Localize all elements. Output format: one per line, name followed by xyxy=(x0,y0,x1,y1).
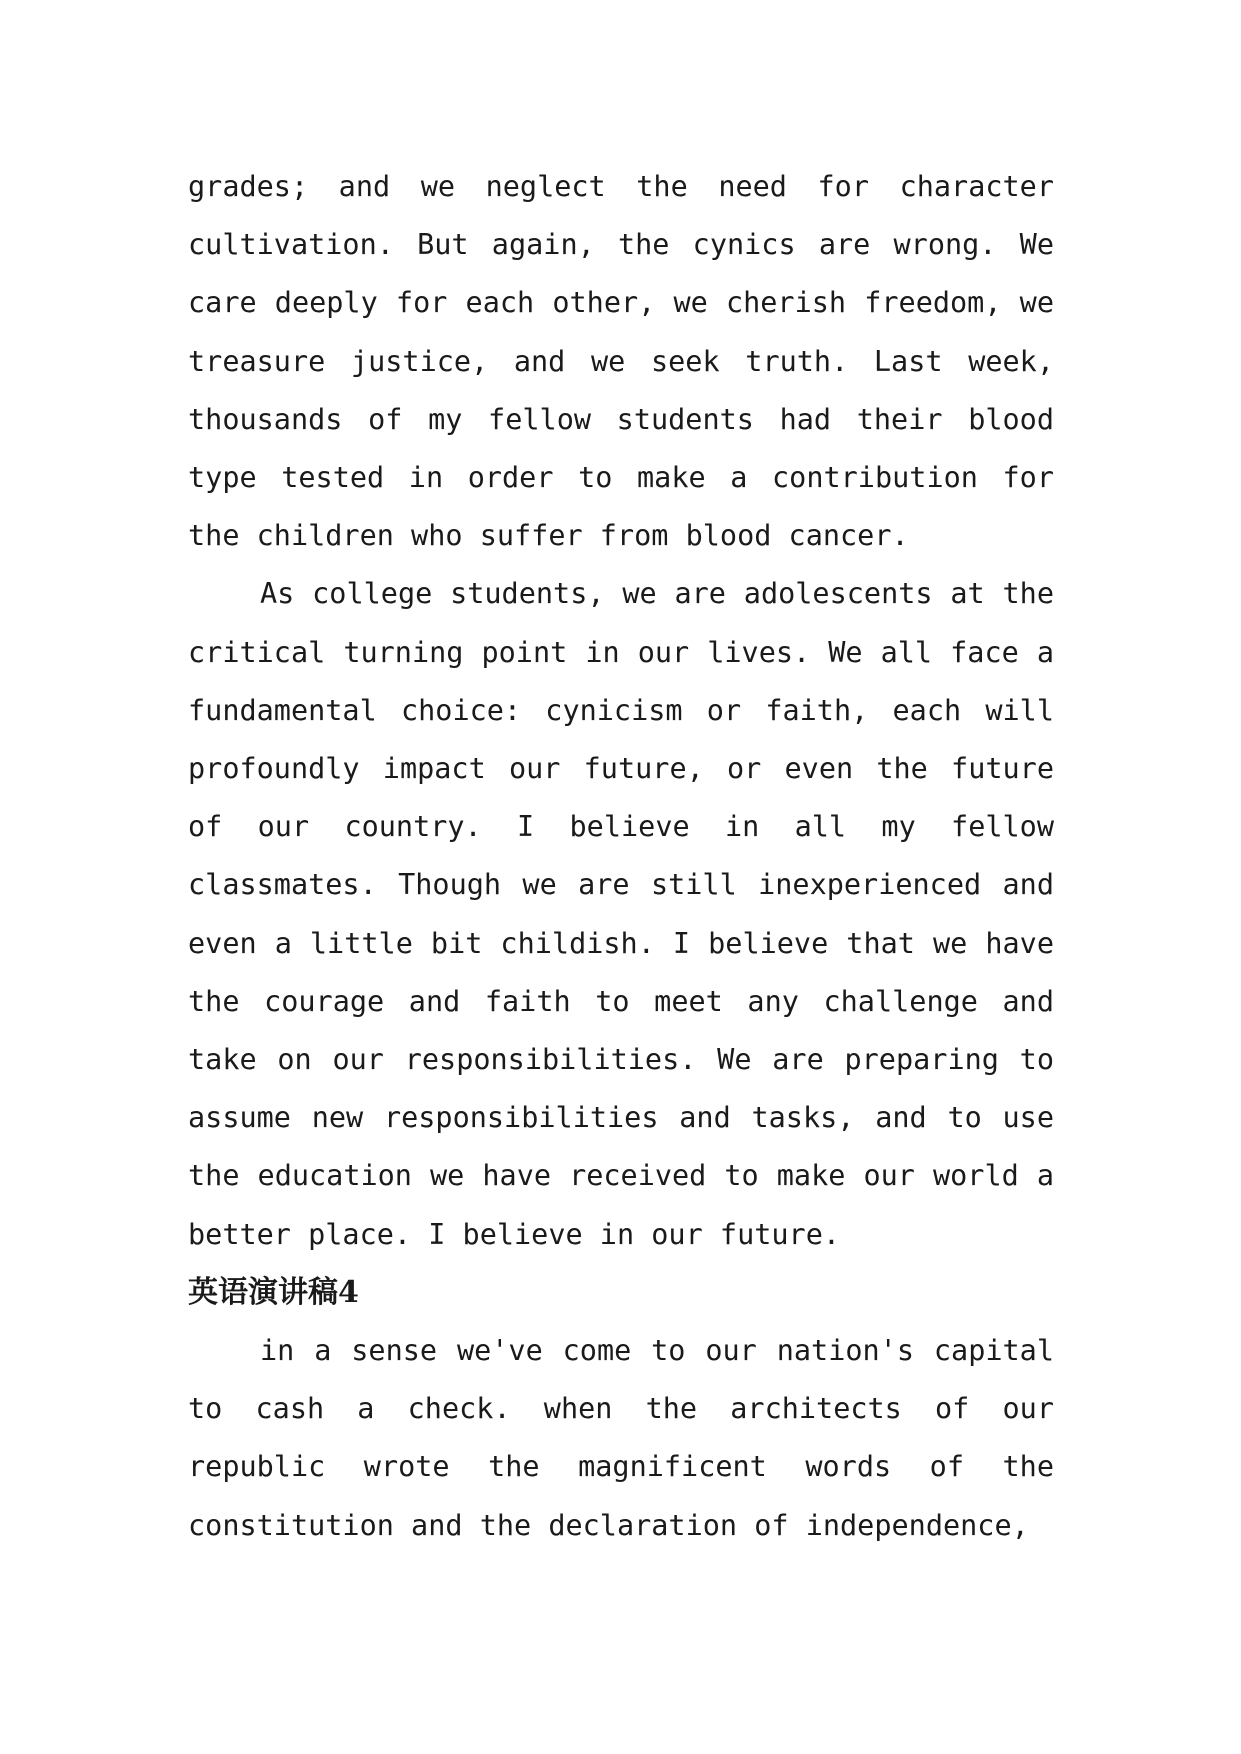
paragraph-nations-capital: in a sense we've come to our nation's capital to cash a check. when the architects of our republic wrote the magnificent words of the constitution and the declaration of independence, xyxy=(188,1334,1054,1542)
section-heading: 英语演讲稿4 xyxy=(188,1274,359,1310)
document-body xyxy=(188,158,1054,1555)
paragraph-character-cultivation: grades; and we neglect the need for character cultivation. But again, the cynics are wrong. We care deeply for each other, we cherish freedom, we treasure justice, and we seek truth. Last week, thousands of my fellow students had their blood type tested in order to make a contribution for the children who suffer from blood cancer. xyxy=(188,170,1054,553)
paragraph-college-students: As college students, we are adolescents at the critical turning point in our lives. We all face a fundamental choice: cynicism or faith, each will profoundly impact our future, or even the future of our country. I believe in all my fellow classmates. Though we are still inexperienced and even a little bit childish. I believe that we have the courage and faith to meet any challenge and take on our responsibilities. We are preparing to assume new responsibilities and tasks, and to use the education we have received to make our world a better place. I believe in our future. xyxy=(188,577,1054,1251)
